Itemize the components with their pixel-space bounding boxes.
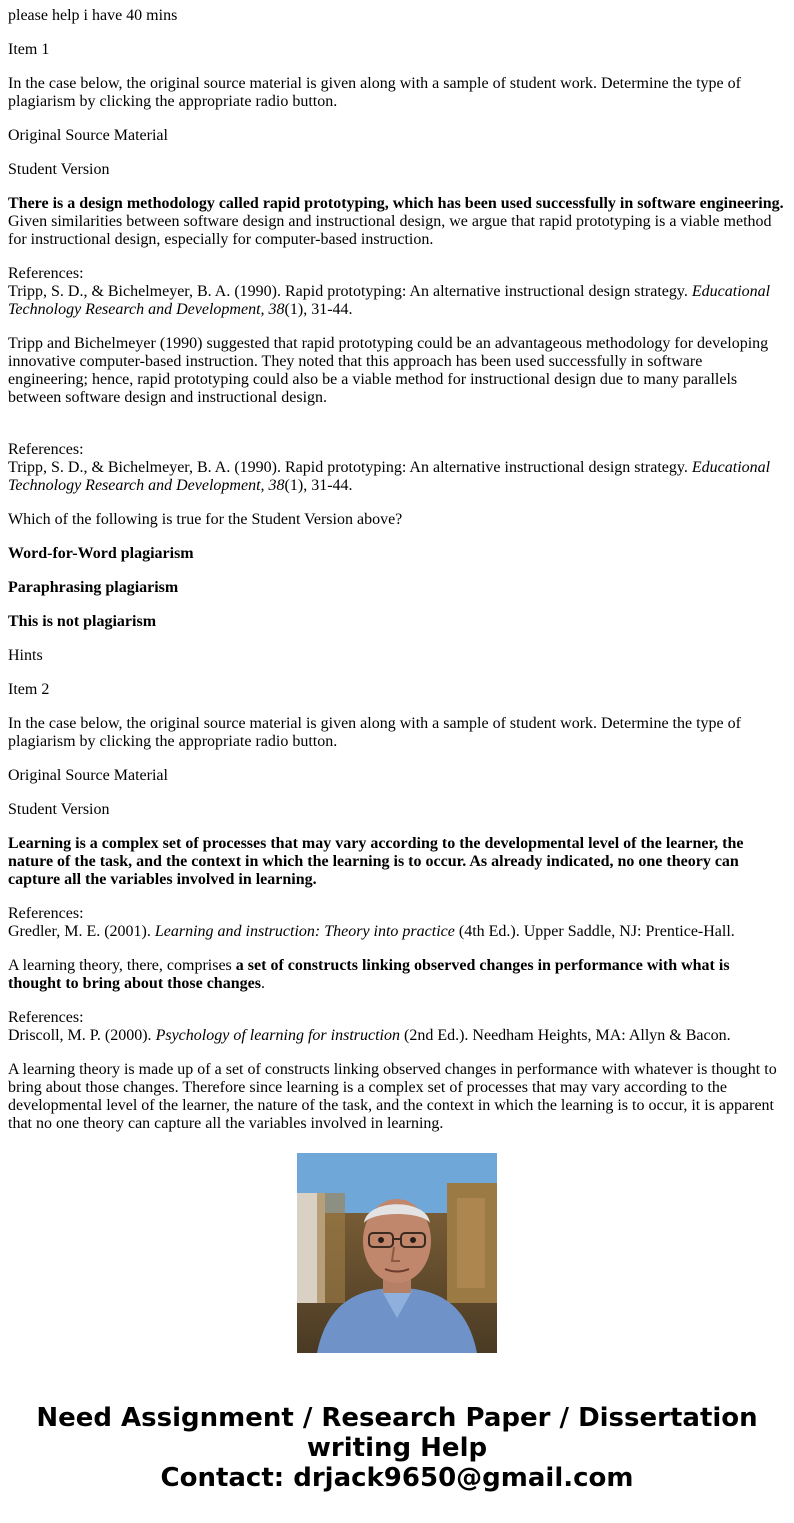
theory-post: .: [260, 975, 265, 992]
reference-journal: Educational Technology Research and Development, 38: [8, 283, 771, 318]
question-content: [8, 0, 786, 1132]
item-1-heading: Item 1: [8, 41, 50, 58]
item-1-original-label: Original Source Material: [8, 127, 168, 144]
question-title: please help i have 40 mins: [8, 7, 178, 24]
item-1-original-rest: Given similarities between software design and instructional design, we argue that rapid prototyping is a viable method for instructional design, especially for computer-based instruction.: [8, 213, 772, 248]
hints-link[interactable]: Hints: [8, 647, 43, 664]
item-1-student-references: [8, 441, 786, 495]
item-2-student-text: A learning theory is made up of a set of constructs linking observed changes in performance with whatever is thought to bring about those changes. Therefore since learning is a complex set of processes that may vary according to the developmental level of the learner, the nature of the task, and the context in which the learning is to occur, it is apparent that no one theory can capture all the variables involved in learning.: [8, 1061, 777, 1132]
banner-line-2: writing Help: [306, 1433, 488, 1463]
item-2-theory-text: [8, 957, 786, 993]
item-2-original-label: Original Source Material: [8, 767, 168, 784]
option-word-for-word[interactable]: [8, 545, 786, 563]
references-label: References:: [8, 441, 84, 458]
avatar-portrait-image: [297, 1153, 497, 1353]
item-1-original-references: [8, 265, 786, 319]
theory-pre: A learning theory, there, comprises: [8, 957, 236, 974]
item-2-theory-references: [8, 1009, 786, 1045]
item-2-original-text: [8, 835, 786, 889]
item-1-student-label: Student Version: [8, 161, 110, 178]
option-label: This is not plagiarism: [8, 613, 157, 630]
reference-journal: Educational Technology Research and Development, 38: [8, 459, 771, 494]
banner-line-1: Need Assignment / Research Paper / Dissertation: [36, 1403, 758, 1433]
item-2-student-label: Student Version: [8, 801, 110, 818]
option-not-plagiarism[interactable]: [8, 613, 786, 631]
option-label: Paraphrasing plagiarism: [8, 579, 179, 596]
reference-text: Gredler, M. E. (2001).: [8, 923, 155, 940]
reference-issue: (1), 31-44.: [284, 301, 353, 318]
item-1-question: Which of the following is true for the Student Version above?: [8, 511, 403, 528]
item-2-original-references: [8, 905, 786, 941]
theory-bold: a set of constructs linking observed changes in performance with what is thought to bring about those changes: [8, 957, 730, 992]
reference-publisher: (2nd Ed.). Needham Heights, MA: Allyn & Bacon.: [399, 1027, 731, 1044]
item-2-original-bold: Learning is a complex set of processes that may vary according to the developmental level of the learner, the nature of the task, and the context in which the learning is to occur. As already indicated, no one theory can capture all the variables involved in learning.: [8, 835, 744, 888]
reference-title: Psychology of learning for instruction: [155, 1027, 400, 1044]
item-1-original-text: [8, 195, 786, 249]
banner-line-3: Contact: drjack9650@gmail.com: [160, 1463, 634, 1493]
reference-title: Learning and instruction: Theory into practice: [154, 923, 455, 940]
contact-banner: [0, 1403, 794, 1493]
item-1-original-bold: There is a design methodology called rapid prototyping, which has been used successfully in software engineering.: [8, 195, 784, 212]
reference-issue: (1), 31-44.: [284, 477, 353, 494]
avatar: [297, 1153, 497, 1353]
reference-publisher: (4th Ed.). Upper Saddle, NJ: Prentice-Hall.: [454, 923, 735, 940]
option-paraphrasing[interactable]: [8, 579, 786, 597]
references-label: References:: [8, 905, 84, 922]
item-1-student-text: Tripp and Bichelmeyer (1990) suggested that rapid prototyping could be an advantageous methodology for developing innovative computer-based instruction. They noted that this approach has been used successfully in software engineering; hence, rapid prototyping could also be a viable method for instructional design due to many parallels between software design and instructional design.: [8, 335, 769, 406]
reference-text: Driscoll, M. P. (2000).: [8, 1027, 156, 1044]
item-2-heading: Item 2: [8, 681, 50, 698]
references-label: References:: [8, 265, 84, 282]
references-label: References:: [8, 1009, 84, 1026]
reference-text: Tripp, S. D., & Bichelmeyer, B. A. (1990). Rapid prototyping: An alternative instructional design strategy.: [8, 459, 692, 476]
option-label: Word-for-Word plagiarism: [8, 545, 194, 562]
item-1-instructions: In the case below, the original source material is given along with a sample of student work. Determine the type of plagiarism by clicking the appropriate radio button.: [8, 75, 741, 110]
reference-text: Tripp, S. D., & Bichelmeyer, B. A. (1990). Rapid prototyping: An alternative instructional design strategy.: [8, 283, 692, 300]
item-2-instructions: In the case below, the original source material is given along with a sample of student work. Determine the type of plagiarism by clicking the appropriate radio button.: [8, 715, 741, 750]
